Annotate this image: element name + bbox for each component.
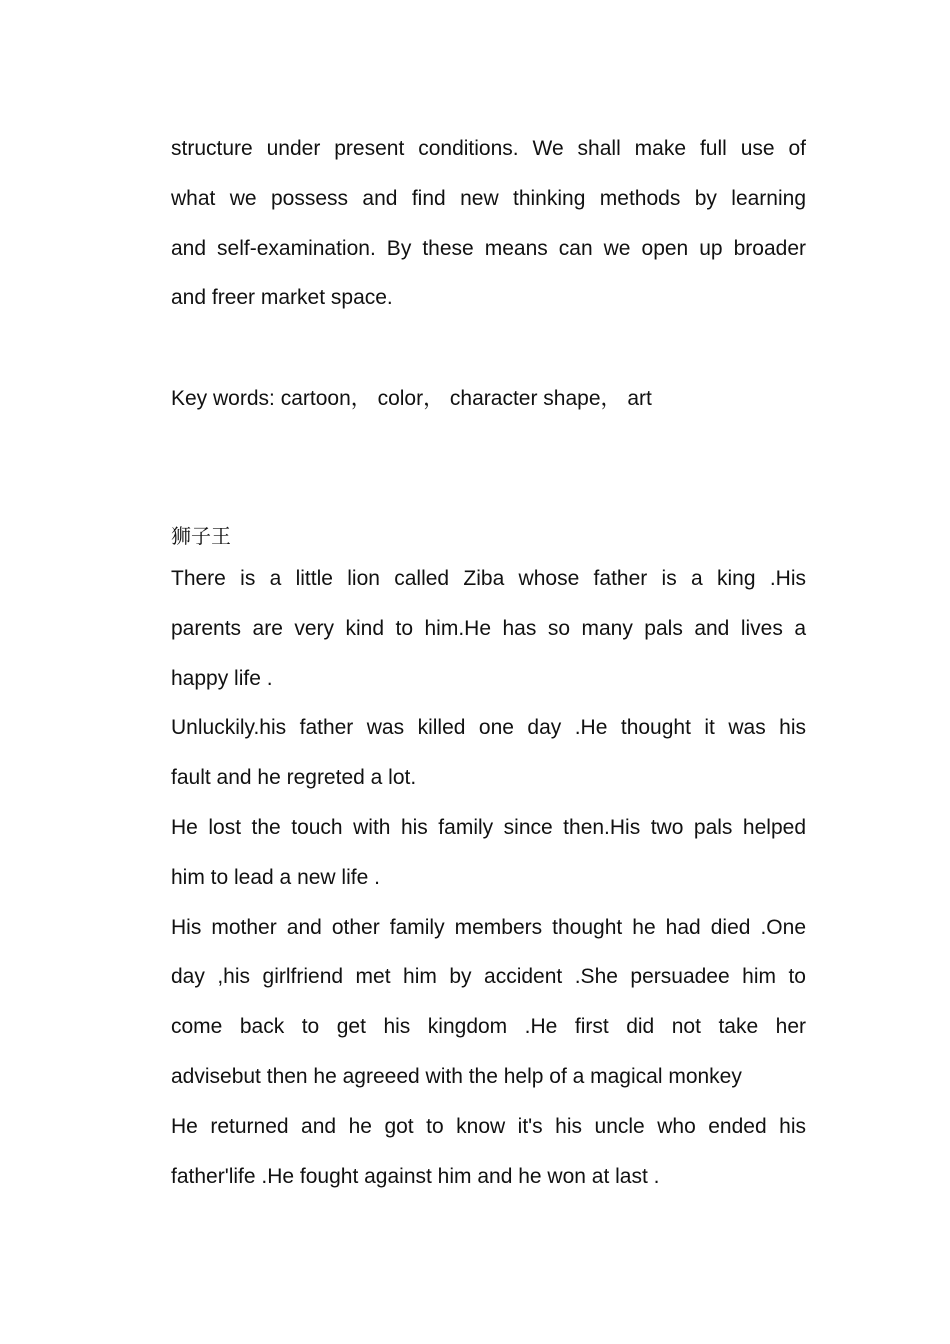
- story-line: advisebut then he agreeed with the help of a magical monkey: [171, 1064, 742, 1088]
- story-paragraph-1: [171, 554, 806, 703]
- story-line: There is a little lion called Ziba whose father is a king .His: [171, 567, 806, 590]
- story-line: fault and he regreted a lot.: [171, 766, 417, 790]
- abstract-tail-paragraph: [171, 124, 806, 323]
- story-line: He lost the touch with his family since then.His two pals helped: [171, 815, 806, 839]
- story-paragraph-4: [171, 903, 806, 1102]
- story-title: 狮子王: [171, 524, 231, 548]
- story-line: parents are very kind to him.He has so many pals and lives a: [171, 616, 806, 640]
- story-line: Unluckily.his father was killed one day .He thought it was his: [171, 716, 806, 740]
- story-paragraph-5: [171, 1102, 806, 1202]
- abstract-line: and freer market space.: [171, 286, 393, 310]
- story-line: happy life .: [171, 666, 273, 690]
- abstract-line: structure under present conditions. We shall make full use of: [171, 137, 806, 160]
- story-section: [171, 518, 806, 1201]
- abstract-line: and self-examination. By these means can we open up broader: [171, 236, 806, 260]
- story-line: father'life .He fought against him and he won at last .: [171, 1164, 660, 1188]
- abstract-line: what we possess and find new thinking methods by learning: [171, 186, 806, 210]
- story-paragraph-3: [171, 803, 806, 903]
- story-line: come back to get his kingdom .He first did not take her: [171, 1015, 806, 1039]
- story-line: him to lead a new life .: [171, 865, 380, 889]
- story-line: day ,his girlfriend met him by accident .She persuadee him to: [171, 965, 806, 989]
- keywords-line: Key words: cartoon， color， character shape， art: [171, 387, 652, 410]
- abstract-paragraph: [171, 124, 806, 323]
- story-line: He returned and he got to know it's his uncle who ended his: [171, 1114, 806, 1138]
- story-paragraph-2: [171, 703, 806, 803]
- story-line: His mother and other family members thought he had died .One: [171, 915, 806, 939]
